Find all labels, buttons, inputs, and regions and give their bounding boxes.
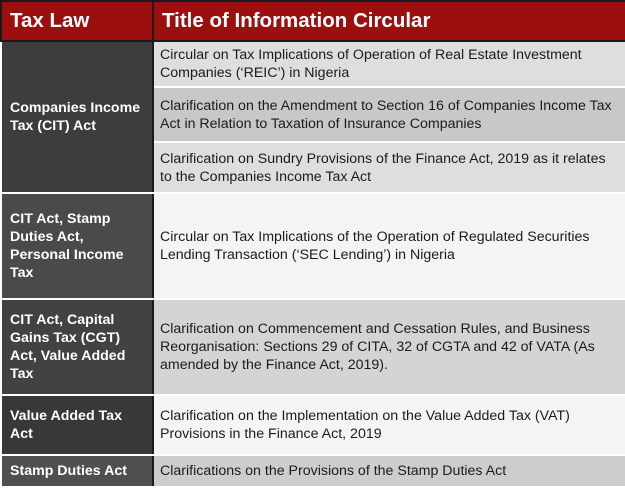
header-circular-title: Title of Information Circular (153, 1, 625, 41)
table-row (1, 395, 625, 455)
table-row (1, 455, 625, 487)
circular-title-cell: Clarification on the Implementation on the Value Added Tax (VAT) Provisions in the Finance Act, 2019 (153, 395, 625, 455)
circular-title-cell: Clarification on Commencement and Cessation Rules, and Business Reorganisation: Sections 29 of CITA, 32 of CGTA and 42 of VATA (As amended by the Finance Act, 2019). (153, 299, 625, 395)
tax-law-cell: Stamp Duties Act (1, 455, 153, 487)
circular-title-cell: Circular on Tax Implications of the Operation of Regulated Securities Lending Transaction (‘SEC Lending’) in Nigeria (153, 193, 625, 299)
tax-law-cell: CIT Act, Stamp Duties Act, Personal Income Tax (1, 193, 153, 299)
circular-title-cell: Clarifications on the Provisions of the Stamp Duties Act (153, 455, 625, 487)
table-row (1, 41, 625, 87)
circular-title-cell: Circular on Tax Implications of Operation of Real Estate Investment Companies (‘REIC’) in Nigeria (153, 41, 625, 87)
circular-title-cell: Clarification on Sundry Provisions of the Finance Act, 2019 as it relates to the Companies Income Tax Act (153, 142, 625, 193)
header-row (1, 1, 625, 41)
header-tax-law: Tax Law (1, 1, 153, 41)
tax-law-cell: Value Added Tax Act (1, 395, 153, 455)
table-row (1, 299, 625, 395)
tax-law-cell: Companies Income Tax (CIT) Act (1, 41, 153, 193)
tax-law-cell: CIT Act, Capital Gains Tax (CGT) Act, Value Added Tax (1, 299, 153, 395)
table-row (1, 193, 625, 299)
circular-title-cell: Clarification on the Amendment to Section 16 of Companies Income Tax Act in Relation to Taxation of Insurance Companies (153, 87, 625, 142)
